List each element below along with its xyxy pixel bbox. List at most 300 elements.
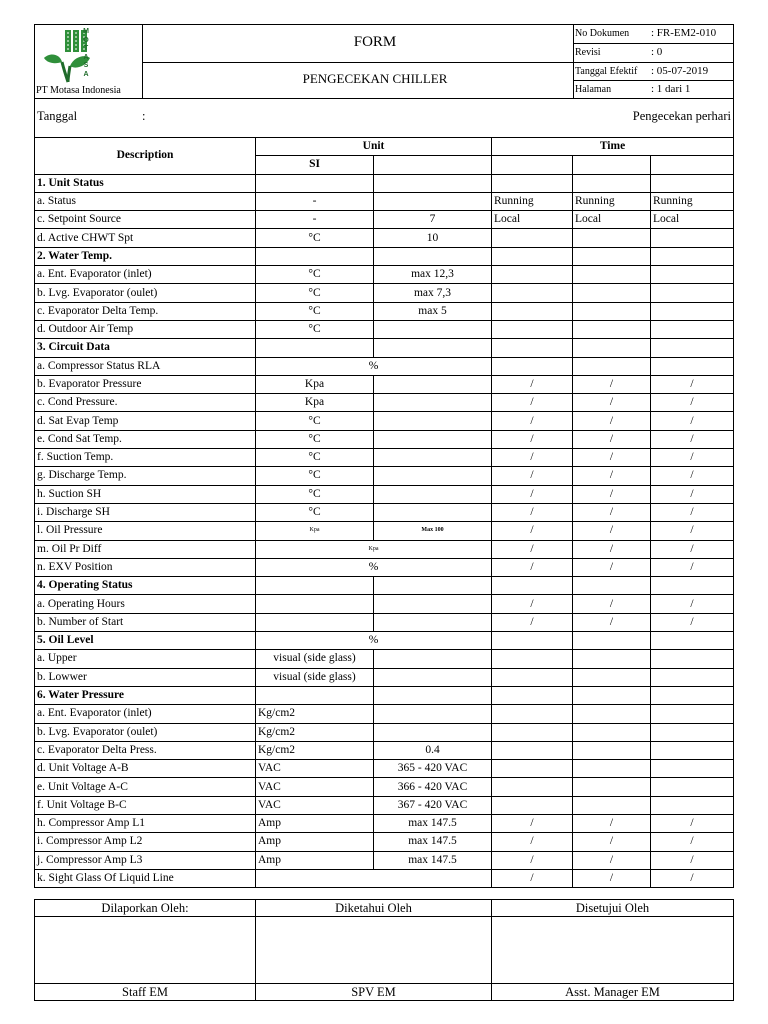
section-row	[35, 577, 734, 595]
standard-cell	[374, 412, 492, 430]
time-cell[interactable]	[651, 668, 734, 686]
table-row	[35, 192, 734, 210]
time-cell[interactable]: /	[651, 430, 734, 448]
time-cell[interactable]: /	[651, 467, 734, 485]
row-label: c. Evaporator Delta Press.	[35, 741, 256, 759]
si-cell: visual (side glass)	[256, 668, 374, 686]
time-cell[interactable]	[492, 357, 573, 375]
si-cell: Amp	[256, 814, 374, 832]
time-cell[interactable]	[492, 577, 573, 595]
time-cell[interactable]: /	[492, 851, 573, 869]
time-cell[interactable]	[492, 247, 573, 265]
row-label: f. Suction Temp.	[35, 449, 256, 467]
time-cell[interactable]	[492, 339, 573, 357]
time-cell[interactable]: /	[492, 540, 573, 558]
standard-cell	[374, 174, 492, 192]
table-row	[35, 705, 734, 723]
time-cell[interactable]: /	[573, 412, 651, 430]
table-row	[35, 284, 734, 302]
table-row	[35, 796, 734, 814]
si-cell: -	[256, 211, 374, 229]
date-label: Tanggal	[37, 109, 78, 123]
date-row	[34, 97, 734, 137]
time-cell[interactable]	[651, 174, 734, 192]
time-cell[interactable]	[492, 302, 573, 320]
time-slot-3[interactable]	[651, 156, 734, 174]
time-cell[interactable]: /	[573, 851, 651, 869]
table-body	[35, 174, 734, 888]
section-row	[35, 686, 734, 704]
standard-cell: max 147.5	[374, 851, 492, 869]
time-cell[interactable]: /	[492, 412, 573, 430]
time-cell[interactable]: /	[651, 485, 734, 503]
table-row	[35, 650, 734, 668]
time-cell[interactable]	[651, 247, 734, 265]
standard-cell	[374, 577, 492, 595]
time-cell[interactable]: Running	[651, 192, 734, 210]
row-label: l. Oil Pressure	[35, 522, 256, 540]
time-cell[interactable]: /	[573, 613, 651, 631]
logo-letter: A	[83, 53, 89, 61]
standard-header	[374, 156, 492, 174]
doc-meta-row	[574, 25, 734, 43]
time-cell[interactable]	[573, 302, 651, 320]
time-cell[interactable]: Local	[573, 211, 651, 229]
table-row	[35, 320, 734, 338]
description-header: Description	[35, 138, 256, 175]
standard-cell	[374, 192, 492, 210]
standard-cell	[374, 467, 492, 485]
table-row	[35, 851, 734, 869]
si-cell: visual (side glass)	[256, 650, 374, 668]
row-label: c. Evaporator Delta Temp.	[35, 302, 256, 320]
time-cell[interactable]	[573, 705, 651, 723]
row-label: f. Unit Voltage B-C	[35, 796, 256, 814]
table-row	[35, 266, 734, 284]
frequency-label: Pengecekan perhari	[632, 109, 731, 123]
logo-cell	[35, 25, 142, 98]
time-cell[interactable]: /	[651, 851, 734, 869]
table-row	[35, 522, 734, 540]
table-row	[35, 211, 734, 229]
form-title: PENGECEKAN CHILLER	[302, 71, 448, 86]
standard-cell: 0.4	[374, 741, 492, 759]
time-cell[interactable]: /	[651, 375, 734, 393]
si-header: SI	[256, 156, 374, 174]
si-cell: Amp	[256, 851, 374, 869]
time-header: Time	[492, 138, 734, 156]
signature-title-row	[35, 900, 734, 917]
time-cell[interactable]: /	[573, 485, 651, 503]
time-cell[interactable]: Local	[651, 211, 734, 229]
si-cell: Kg/cm2	[256, 741, 374, 759]
row-label: h. Suction SH	[35, 485, 256, 503]
signature-space-row	[35, 917, 734, 984]
si-cell: Kpa	[256, 522, 374, 540]
time-cell[interactable]	[492, 760, 573, 778]
section-row	[35, 247, 734, 265]
row-label: n. EXV Position	[35, 558, 256, 576]
time-cell[interactable]: /	[492, 485, 573, 503]
time-cell[interactable]: /	[651, 540, 734, 558]
doc-meta	[573, 25, 734, 98]
time-cell[interactable]	[651, 229, 734, 247]
si-cell: °C	[256, 485, 374, 503]
time-cell[interactable]: /	[651, 558, 734, 576]
time-cell[interactable]	[573, 668, 651, 686]
table-row	[35, 540, 734, 558]
row-label: d. Outdoor Air Temp	[35, 320, 256, 338]
row-label: a. Upper	[35, 650, 256, 668]
time-cell[interactable]	[651, 302, 734, 320]
company-name: PT Motasa Indonesia	[36, 85, 121, 96]
time-cell[interactable]	[573, 632, 651, 650]
time-cell[interactable]	[651, 686, 734, 704]
time-cell[interactable]	[492, 650, 573, 668]
si-cell	[256, 247, 374, 265]
standard-cell: 365 - 420 VAC	[374, 760, 492, 778]
time-cell[interactable]	[573, 796, 651, 814]
si-cell: °C	[256, 430, 374, 448]
header-block	[34, 24, 734, 99]
section-label: 1. Unit Status	[35, 174, 256, 192]
time-cell[interactable]	[573, 266, 651, 284]
time-cell[interactable]	[492, 284, 573, 302]
time-slot-2[interactable]	[573, 156, 651, 174]
time-cell[interactable]	[492, 266, 573, 284]
time-cell[interactable]	[651, 266, 734, 284]
si-cell	[256, 339, 374, 357]
logo-letter: O	[83, 36, 89, 44]
row-label: b. Lvg. Evaporator (oulet)	[35, 723, 256, 741]
approved-by-title: Disetujui Oleh	[492, 900, 734, 917]
time-cell[interactable]	[492, 632, 573, 650]
time-cell[interactable]: /	[492, 375, 573, 393]
time-cell[interactable]: /	[651, 503, 734, 521]
si-cell: VAC	[256, 760, 374, 778]
time-cell[interactable]: /	[573, 430, 651, 448]
row-label: c. Cond Pressure.	[35, 394, 256, 412]
time-cell[interactable]: /	[573, 394, 651, 412]
section-label: 3. Circuit Data	[35, 339, 256, 357]
time-cell[interactable]: Running	[492, 192, 573, 210]
time-cell[interactable]	[651, 650, 734, 668]
table-row	[35, 229, 734, 247]
row-label: e. Cond Sat Temp.	[35, 430, 256, 448]
unit-header: Unit	[256, 138, 492, 156]
time-slot-1[interactable]	[492, 156, 573, 174]
time-cell[interactable]: /	[651, 522, 734, 540]
time-cell[interactable]: /	[492, 467, 573, 485]
table-row	[35, 558, 734, 576]
time-cell[interactable]: /	[492, 430, 573, 448]
row-label: a. Operating Hours	[35, 595, 256, 613]
time-cell[interactable]: /	[573, 595, 651, 613]
unit-cell: %	[256, 632, 492, 650]
time-cell[interactable]: /	[573, 558, 651, 576]
time-cell[interactable]: /	[573, 522, 651, 540]
si-cell	[256, 174, 374, 192]
time-cell[interactable]: /	[492, 394, 573, 412]
row-label: b. Evaporator Pressure	[35, 375, 256, 393]
title-cell	[142, 25, 607, 98]
time-cell[interactable]	[492, 705, 573, 723]
acknowledged-by-title: Diketahui Oleh	[256, 900, 492, 917]
time-cell[interactable]: Local	[492, 211, 573, 229]
time-cell[interactable]	[651, 284, 734, 302]
table-row	[35, 302, 734, 320]
row-label: d. Sat Evap Temp	[35, 412, 256, 430]
time-cell[interactable]: /	[492, 814, 573, 832]
time-cell[interactable]: /	[651, 613, 734, 631]
row-label: k. Sight Glass Of Liquid Line	[35, 869, 256, 887]
time-cell[interactable]: /	[651, 394, 734, 412]
standard-cell	[374, 247, 492, 265]
time-cell[interactable]	[651, 723, 734, 741]
time-cell[interactable]	[651, 778, 734, 796]
time-cell[interactable]	[651, 357, 734, 375]
time-cell[interactable]	[573, 247, 651, 265]
time-cell[interactable]	[651, 741, 734, 759]
table-row	[35, 503, 734, 521]
row-label: m. Oil Pr Diff	[35, 540, 256, 558]
time-cell[interactable]	[651, 796, 734, 814]
logo-letter: S	[83, 62, 89, 69]
time-cell[interactable]: /	[651, 869, 734, 887]
doc-meta-label: Revisi	[575, 47, 601, 58]
time-cell[interactable]	[573, 339, 651, 357]
section-label: 4. Operating Status	[35, 577, 256, 595]
table-row	[35, 375, 734, 393]
logo-letter: M	[83, 28, 89, 35]
time-cell[interactable]	[492, 229, 573, 247]
standard-cell	[374, 430, 492, 448]
approved-by-signature[interactable]	[492, 917, 734, 984]
standard-cell: max 7,3	[374, 284, 492, 302]
time-cell[interactable]	[573, 229, 651, 247]
standard-cell	[374, 595, 492, 613]
signature-role-row	[35, 984, 734, 1001]
doc-meta-label: Halaman	[575, 84, 612, 95]
time-cell[interactable]	[573, 357, 651, 375]
row-label: c. Setpoint Source	[35, 211, 256, 229]
time-cell[interactable]: /	[573, 467, 651, 485]
time-cell[interactable]: /	[651, 833, 734, 851]
row-label: d. Unit Voltage A-B	[35, 760, 256, 778]
time-cell[interactable]: /	[651, 412, 734, 430]
standard-cell	[374, 339, 492, 357]
time-cell[interactable]	[651, 577, 734, 595]
time-cell[interactable]	[573, 778, 651, 796]
table-row	[35, 412, 734, 430]
doc-meta-label: Tanggal Efektif	[575, 66, 638, 77]
standard-cell	[374, 686, 492, 704]
table-row	[35, 814, 734, 832]
time-cell[interactable]	[492, 796, 573, 814]
table-row	[35, 778, 734, 796]
unit-cell: %	[256, 558, 492, 576]
time-cell[interactable]	[573, 284, 651, 302]
time-cell[interactable]	[492, 320, 573, 338]
table-row	[35, 357, 734, 375]
si-cell	[256, 577, 374, 595]
table-row	[35, 595, 734, 613]
si-cell	[256, 686, 374, 704]
table-row	[35, 833, 734, 851]
si-cell: °C	[256, 467, 374, 485]
time-cell[interactable]	[573, 686, 651, 704]
doc-meta-row	[574, 62, 734, 81]
row-label: b. Lowwer	[35, 668, 256, 686]
time-cell[interactable]: /	[651, 595, 734, 613]
si-cell: °C	[256, 449, 374, 467]
row-label: i. Compressor Amp L2	[35, 833, 256, 851]
time-cell[interactable]: /	[492, 869, 573, 887]
si-cell	[256, 595, 374, 613]
table-row	[35, 741, 734, 759]
time-cell[interactable]	[573, 760, 651, 778]
si-cell: °C	[256, 266, 374, 284]
unit-cell: %	[256, 357, 492, 375]
table-row	[35, 449, 734, 467]
standard-cell	[374, 503, 492, 521]
reported-by-signature[interactable]	[35, 917, 256, 984]
time-cell[interactable]: /	[492, 595, 573, 613]
section-row	[35, 339, 734, 357]
time-cell[interactable]: /	[492, 522, 573, 540]
time-cell[interactable]	[573, 320, 651, 338]
si-cell: Kg/cm2	[256, 723, 374, 741]
row-label: i. Discharge SH	[35, 503, 256, 521]
si-cell: -	[256, 192, 374, 210]
time-cell[interactable]	[573, 577, 651, 595]
row-label: e. Unit Voltage A-C	[35, 778, 256, 796]
time-cell[interactable]: /	[573, 814, 651, 832]
row-label: a. Status	[35, 192, 256, 210]
time-cell[interactable]	[573, 723, 651, 741]
section-label: 2. Water Temp.	[35, 247, 256, 265]
time-cell[interactable]: /	[651, 449, 734, 467]
table-row	[35, 760, 734, 778]
row-label: j. Compressor Amp L3	[35, 851, 256, 869]
time-cell[interactable]	[573, 741, 651, 759]
standard-cell	[374, 449, 492, 467]
time-cell[interactable]	[492, 668, 573, 686]
standard-cell	[374, 485, 492, 503]
table-row	[35, 869, 734, 887]
standard-cell: max 5	[374, 302, 492, 320]
standard-cell: 10	[374, 229, 492, 247]
time-cell[interactable]	[651, 705, 734, 723]
form-label: FORM	[353, 34, 397, 50]
si-cell: Kpa	[256, 375, 374, 393]
time-cell[interactable]	[651, 632, 734, 650]
time-cell[interactable]: /	[492, 613, 573, 631]
time-cell[interactable]: /	[573, 869, 651, 887]
doc-meta-label: No Dokumen	[575, 28, 630, 39]
standard-cell: Max 100	[374, 522, 492, 540]
date-value-field[interactable]	[153, 105, 413, 125]
si-cell	[256, 613, 374, 631]
si-cell: °C	[256, 229, 374, 247]
reported-by-title: Dilaporkan Oleh:	[35, 900, 256, 917]
standard-cell: max 12,3	[374, 266, 492, 284]
acknowledged-by-signature[interactable]	[256, 917, 492, 984]
table-row	[35, 723, 734, 741]
logo-letter: T	[83, 45, 89, 52]
doc-meta-value: : 0	[651, 46, 663, 58]
logo-lettering	[81, 28, 91, 79]
si-cell: Amp	[256, 833, 374, 851]
table-row	[35, 613, 734, 631]
row-label: b. Number of Start	[35, 613, 256, 631]
standard-cell	[374, 705, 492, 723]
time-cell[interactable]	[651, 320, 734, 338]
row-label: a. Compressor Status RLA	[35, 357, 256, 375]
time-cell[interactable]	[492, 174, 573, 192]
time-cell[interactable]	[651, 760, 734, 778]
si-cell: Kg/cm2	[256, 705, 374, 723]
time-cell[interactable]: /	[573, 540, 651, 558]
row-label: a. Ent. Evaporator (inlet)	[35, 705, 256, 723]
time-cell[interactable]	[651, 339, 734, 357]
time-cell[interactable]: /	[492, 833, 573, 851]
time-cell[interactable]: /	[573, 833, 651, 851]
row-label: b. Lvg. Evaporator (oulet)	[35, 284, 256, 302]
doc-meta-row	[574, 43, 734, 62]
doc-meta-value: : FR-EM2-010	[651, 27, 717, 39]
time-cell[interactable]	[492, 778, 573, 796]
time-cell[interactable]: /	[573, 375, 651, 393]
row-label: g. Discharge Temp.	[35, 467, 256, 485]
time-cell[interactable]	[573, 174, 651, 192]
logo-letter: A	[83, 70, 89, 78]
time-cell[interactable]: /	[492, 449, 573, 467]
si-cell: °C	[256, 284, 374, 302]
date-colon: :	[142, 109, 146, 123]
standard-cell	[374, 394, 492, 412]
row-label: d. Active CHWT Spt	[35, 229, 256, 247]
time-cell[interactable]: /	[651, 814, 734, 832]
unit-cell	[256, 869, 492, 887]
si-cell: °C	[256, 302, 374, 320]
table-row	[35, 430, 734, 448]
time-cell[interactable]: /	[492, 503, 573, 521]
table-row	[35, 394, 734, 412]
row-label: a. Ent. Evaporator (inlet)	[35, 266, 256, 284]
table-header-row	[35, 138, 734, 156]
standard-cell	[374, 320, 492, 338]
time-cell[interactable]	[492, 686, 573, 704]
time-cell[interactable]: Running	[573, 192, 651, 210]
time-cell[interactable]: /	[573, 503, 651, 521]
time-cell[interactable]	[573, 650, 651, 668]
si-cell: °C	[256, 320, 374, 338]
standard-cell: 367 - 420 VAC	[374, 796, 492, 814]
si-cell: °C	[256, 412, 374, 430]
si-cell: °C	[256, 503, 374, 521]
chiller-check-table	[34, 137, 734, 888]
time-cell[interactable]	[492, 741, 573, 759]
standard-cell: 366 - 420 VAC	[374, 778, 492, 796]
time-cell[interactable]: /	[492, 558, 573, 576]
time-cell[interactable]: /	[573, 449, 651, 467]
approved-by-role: Asst. Manager EM	[492, 984, 734, 1001]
si-cell: VAC	[256, 796, 374, 814]
time-cell[interactable]	[492, 723, 573, 741]
standard-cell: 7	[374, 211, 492, 229]
motasa-logo	[40, 28, 100, 84]
